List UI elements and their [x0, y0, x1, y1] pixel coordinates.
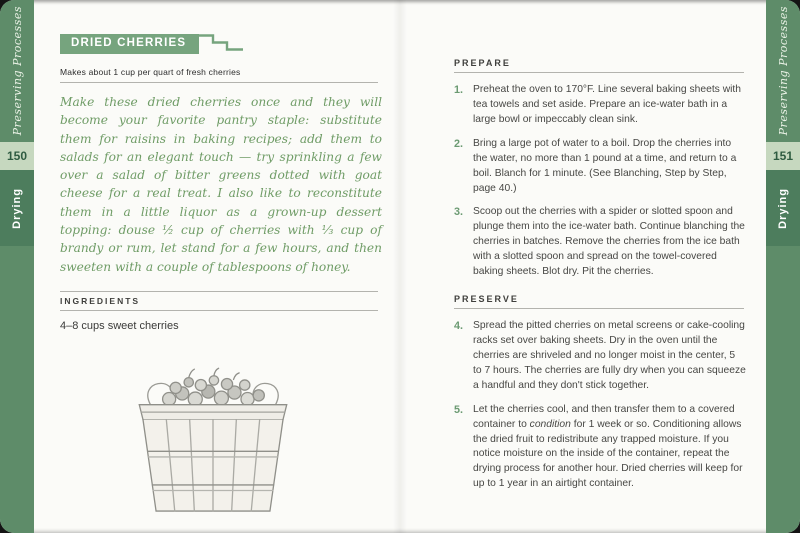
preserve-header: PRESERVE	[454, 294, 744, 309]
right-series-label: Preserving Processes	[776, 6, 790, 136]
stair-step-ornament	[199, 34, 243, 55]
book-gutter	[393, 0, 407, 533]
left-sidebar	[0, 0, 34, 533]
preserve-steps	[454, 319, 746, 492]
recipe-title-row	[60, 34, 386, 55]
left-page	[34, 0, 400, 533]
right-sidebar-series-area	[766, 0, 800, 142]
step-number: 5.	[454, 403, 464, 416]
step-text	[473, 403, 746, 493]
right-chapter-tab	[766, 170, 800, 246]
right-page	[400, 0, 766, 533]
right-page-number: 151	[766, 142, 800, 170]
recipe-title: DRIED CHERRIES	[60, 34, 199, 54]
prepare-steps	[454, 83, 746, 280]
prepare-step-2	[454, 137, 746, 197]
step-text-italic: condition	[529, 418, 571, 430]
left-chapter-tab	[0, 170, 34, 246]
step-text: Preheat the oven to 170°F. Line several baking sheets with tea towels and set aside. Prepare an ice-water bath in a large bowl or impeccably clean sink.	[473, 84, 742, 125]
left-chapter-label: Drying	[11, 187, 23, 229]
cherry-basket-sketch	[114, 358, 312, 526]
step-text: Spread the pitted cherries on metal screens or cake-cooling racks set over baking sheets. Dry in the oven until the cherries are shriveled and no longer moist in the center, 5 to 7 hours. The cherries are fully dry when you can squeeze a handful and they don't stick together.	[473, 320, 746, 391]
cherry-basket-illustration	[114, 358, 386, 531]
left-sidebar-filler	[0, 246, 34, 533]
yield-note: Makes about 1 cup per quart of fresh cherries	[60, 67, 378, 83]
step-text: Bring a large pot of water to a boil. Drop the cherries into the water, no more than 1 pound at a time, and return to a boil. Blanch for 1 minute. (See Blanching, Step by Step, page 40.)	[473, 137, 737, 194]
step-text-pre: Let the cherries cool, and then transfer them to a covered container to	[473, 403, 735, 430]
page-spread	[34, 0, 766, 533]
step-number: 1.	[454, 84, 464, 96]
left-series-label: Preserving Processes	[10, 6, 24, 136]
right-sidebar	[766, 0, 800, 533]
left-page-number: 150	[0, 142, 34, 170]
prepare-step-3	[454, 205, 746, 280]
prepare-header: PREPARE	[454, 58, 744, 73]
right-sidebar-filler	[766, 246, 800, 533]
step-number: 3.	[454, 206, 464, 219]
step-number: 4.	[454, 320, 464, 333]
intro-paragraph: Make these dried cherries once and they will become your favorite pantry staple: substitute them for raisins in baking recipes; add them to salads for an elegant touch — try sprinkling a few over a salad of bitter greens dotted with goat cheese for a real treat. I also like to reconstitute them in a little liquor as a grown-up dessert topping: douse ½ cup of cherries with ⅓ cup of brandy or rum, let stand for a few hours, and then sweeten with a couple of tablespoons of honey.	[60, 95, 382, 274]
step-text: Scoop out the cherries with a spider or slotted spoon and plunge them into the ice-water bath. Continue blanching the cherries in batches. Remove the cherries from the ice bath with a slotted spoon and spread on the towel-covered baking sheets. Blot dry. Pit the cherries.	[473, 206, 745, 278]
prepare-step-1	[454, 83, 746, 128]
step-text-post: for 1 week or so. Conditioning allows the dried fruit to redistribute any trapped moisture. If you notice moisture on the inside of the container, repeat the drying process for another hour. Dried cherries will keep for up to 1 year in an airtight container.	[473, 418, 743, 490]
left-sidebar-series-area	[0, 0, 34, 142]
ingredient-item: 4–8 cups sweet cherries	[60, 319, 179, 332]
preserve-section	[454, 294, 744, 492]
preserve-step-4	[454, 319, 746, 394]
preserve-step-5	[454, 403, 746, 493]
step-number: 2.	[454, 137, 464, 150]
ingredients-header: INGREDIENTS	[60, 291, 378, 311]
right-chapter-label: Drying	[777, 187, 789, 229]
